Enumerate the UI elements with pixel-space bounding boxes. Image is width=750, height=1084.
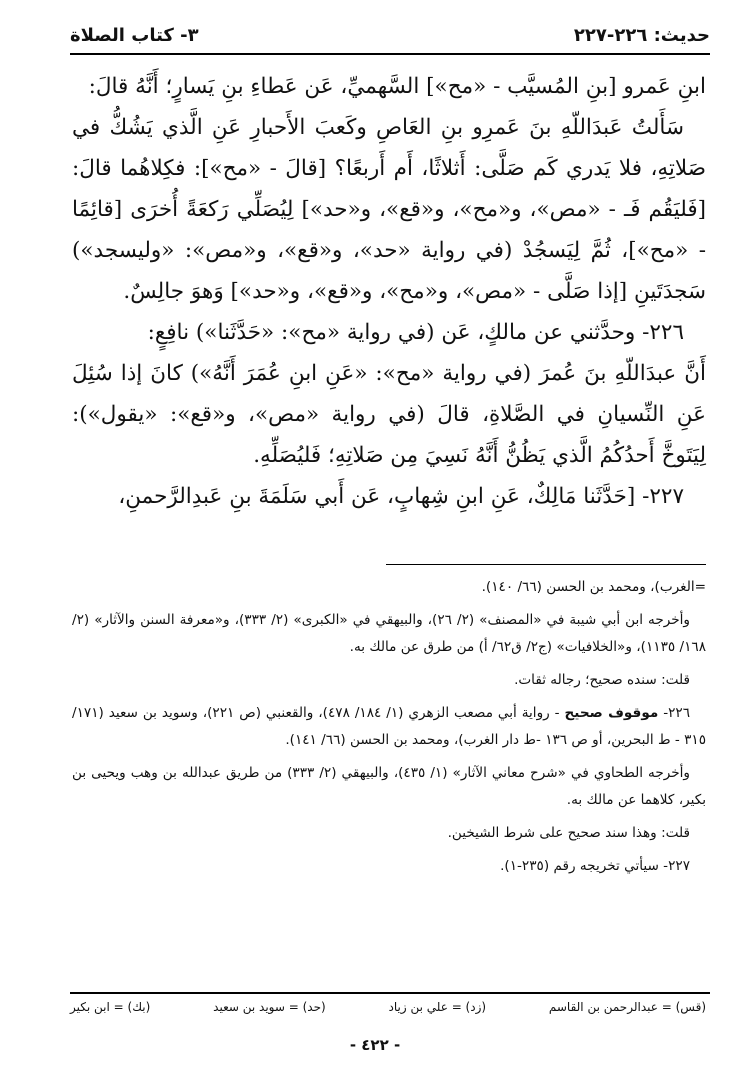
footer-rule bbox=[70, 992, 710, 994]
header-rule bbox=[70, 53, 710, 55]
footnote-4 bbox=[72, 700, 706, 754]
footnote-4-grade: موقوف صحيح bbox=[564, 705, 659, 721]
page-number: - ٤٢٢ - bbox=[349, 1036, 401, 1054]
running-header bbox=[70, 20, 710, 50]
footnote-4-number: ٢٢٦- bbox=[658, 705, 691, 721]
main-paragraph-3: أَنَّ عبدَاللّهِ بنَ عُمرَ (في رواية «مح»: «عَنِ ابنِ عُمَرَ أَنَّهُ») كانَ إذا سُئِلَ عَنِ النِّسيانِ في الصَّلاةِ، قالَ (في رواية «مص»، و«قع»: «يقول»): لِيَتَوخَّ أَحدُكُمُ الَّذي يَظُنُّ أَنَّهُ نَسِيَ مِن صَلاتِهِ؛ فَليُصَلِّهِ. bbox=[72, 361, 706, 468]
main-text bbox=[72, 66, 706, 517]
footnote-5: وأخرجه الطحاوي في «شرح معاني الآثار» (١/ ٤٣٥)، والبيهقي (٢/ ٣٣٣) من طريق عبدالله بن وهب ويحيى بن بكير، كلاهما عن مالك به. bbox=[72, 765, 706, 808]
footnote-7: ٢٢٧- سيأتي تخريجه رقم (٢٣٥-١). bbox=[500, 858, 690, 874]
abbreviation-qs: (قس) = عبدالرحمن بن القاسم bbox=[548, 1000, 706, 1014]
footnote-1: =الغرب)، ومحمد بن الحسن (٦٦/ ١٤٠). bbox=[481, 579, 706, 595]
footnotes bbox=[72, 574, 706, 886]
footnote-2: وأخرجه ابن أبي شيبة في «المصنف» (٢/ ٢٦)، والبيهقي في «الكبرى» (٢/ ٣٣٣)، و«معرفة السنن والآثار» (٢/ ١٦٨/ ١١٣٥)، و«الخلافيات» (ج٢/ ق٦٢/ أ) من طرق عن مالك به. bbox=[72, 612, 706, 655]
main-paragraph-1: ابنِ عَمرو [بنِ المُسيَّب - «مح»] السَّهميِّ، عَن عَطاءِ بنِ يَسارٍ؛ أَنَّهُ قالَ: bbox=[88, 74, 706, 99]
footnote-6: قلت: وهذا سند صحيح على شرط الشيخين. bbox=[447, 825, 690, 841]
main-paragraph-2: سَأَلتُ عَبدَاللّهِ بنَ عَمرِو بنِ العَاصِ وكَعبَ الأَحبارِ عَنِ الَّذي يَشُكُّ في صَلاتِهِ، فلا يَدري كَم صَلَّى: أَثلاثًا، أَم أَربعًا؟ [قالَ - «مح»]: فكِلاهُما قالَ: [فَليَقُم فَـ - «مص»، و«مح»، و«قع»، و«حد»] لِيُصَلِّي رَكعَةً أُخرَى [قائِمًا - «مح»]، ثُمَّ لِيَسجُدْ (في رواية «حد»، و«قع»، و«مص»: «وليسجد») سَجدَتَينِ [إذا صَلَّى - «مص»، و«مح»، و«قع»، و«حد»] وَهوَ جالِسٌ. bbox=[72, 115, 706, 304]
footnote-4-text: - رواية أبي مصعب الزهري (١/ ١٨٤/ ٤٧٨)، والقعنبي (ص ٢٢١)، وسويد بن سعيد (١٧١/ ٣١٥ - ط البحرين، أو ص ١٣٦ -ط دار الغرب)، ومحمد بن الحسن (٦٦/ ١٤١). bbox=[72, 705, 706, 748]
footnote-3: قلت: سنده صحيح؛ رجاله ثقات. bbox=[514, 672, 690, 688]
abbreviation-hd: (حد) = سويد بن سعيد bbox=[213, 1000, 326, 1014]
header-book-title: ٣- كتاب الصلاة bbox=[70, 24, 199, 46]
header-hadith-numbers: حديث: ٢٢٦-٢٢٧ bbox=[573, 24, 710, 46]
abbreviation-key bbox=[70, 1000, 706, 1014]
abbreviation-zd: (زد) = علي بن زياد bbox=[388, 1000, 487, 1014]
abbreviation-bk: (بك) = ابن بكير bbox=[70, 1000, 151, 1014]
footnote-separator bbox=[386, 564, 706, 565]
hadith-226-heading: ٢٢٦- وحدَّثني عن مالكٍ، عَن (في رواية «مح»: «حَدَّثَنا») نافِعٍ: bbox=[147, 320, 684, 345]
hadith-227-heading: ٢٢٧- [حَدَّثَنا مَالِكٌ، عَنِ ابنِ شِهابٍ، عَن أَبي سَلَمَةَ بنِ عَبدِالرَّحمنِ، bbox=[118, 484, 684, 509]
